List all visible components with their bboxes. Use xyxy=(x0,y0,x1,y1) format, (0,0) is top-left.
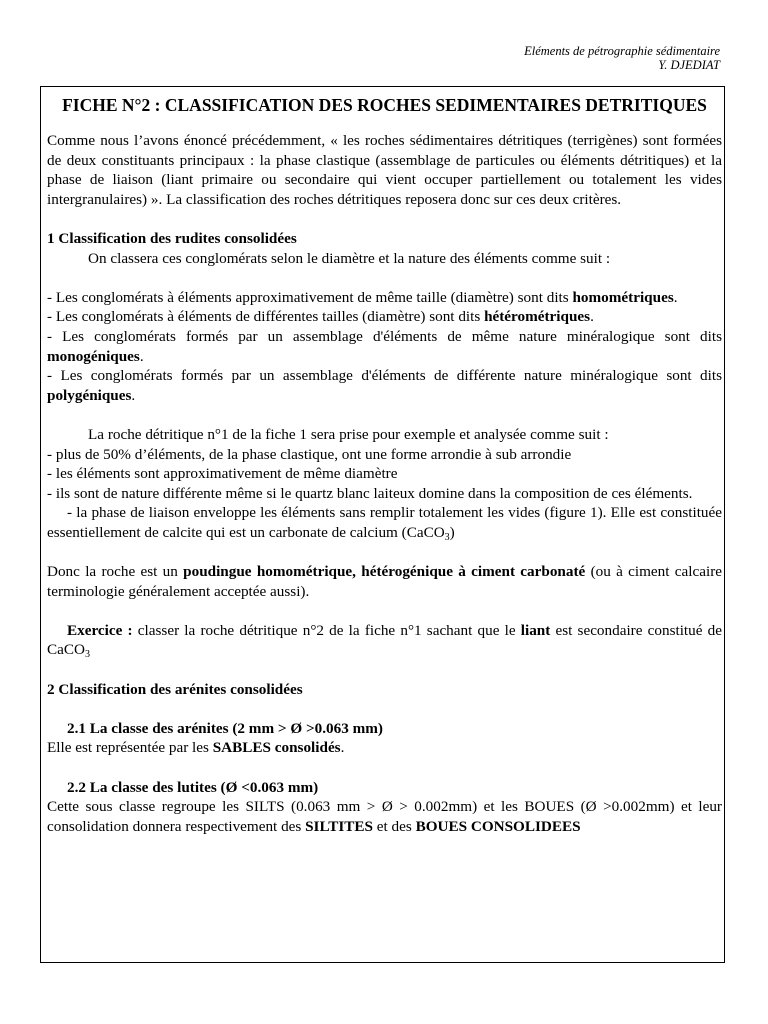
list-item: - plus de 50% d’éléments, de la phase clastique, ont une forme arrondie à sub arrondie xyxy=(47,445,572,463)
conclusion-paragraph: Donc la roche est un poudingue homométrique, hétérogénique à ciment carbonaté (ou à ciment calcaire terminologie généralement acceptée aussi). xyxy=(47,563,722,600)
section2-heading: 2 Classification des arénites consolidées xyxy=(47,680,303,698)
list-item: - Les conglomérats à éléments de différentes tailles (diamètre) sont dits hétérométriques. xyxy=(47,308,594,326)
liaison-paragraph: - la phase de liaison enveloppe les éléments sans remplir totalement les vides (figure 1). Elle est constituée essentiellement de calcite qui est un carbonate de calcium (CaCO$_3$) xyxy=(47,504,722,543)
document-body xyxy=(47,95,722,836)
list-item: - Les conglomérats formés par un assemblage d'éléments de différente nature minéralogique sont dits polygéniques. xyxy=(47,367,722,404)
subsection-2-1-heading: 2.1 La classe des arénites (2 mm > Ø >0.063 mm) xyxy=(67,719,383,737)
section1-heading: 1 Classification des rudites consolidées xyxy=(47,229,297,247)
page-title: FICHE N°2 : CLASSIFICATION DES ROCHES SEDIMENTAIRES DETRITIQUES xyxy=(62,95,707,115)
exercise-paragraph: Exercice : classer la roche détritique n°2 de la fiche n°1 sachant que le liant est secondaire constitué de CaCO$_3$ xyxy=(47,621,722,661)
subsection-2-2-text: Cette sous classe regroupe les SILTS (0.063 mm > Ø > 0.002mm) et les BOUES (Ø >0.002mm) et leur consolidation donnera respectivement des SILTITES et des BOUES CONSOLIDEES xyxy=(47,798,722,835)
list-item: - Les conglomérats à éléments approximativement de même taille (diamètre) sont dits homométriques. xyxy=(47,288,678,306)
example-lead: La roche détritique n°1 de la fiche 1 sera prise pour exemple et analysée comme suit : xyxy=(88,425,609,443)
list-item: - Les conglomérats formés par un assemblage d'éléments de même nature minéralogique sont dits monogéniques. xyxy=(47,327,722,365)
section1-lead: On classera ces conglomérats selon le diamètre et la nature des éléments comme suit : xyxy=(88,249,611,267)
page-header xyxy=(524,44,720,72)
list-item: - les éléments sont approximativement de même diamètre xyxy=(47,465,398,483)
subsection-2-2-heading: 2.2 La classe des lutites (Ø <0.063 mm) xyxy=(67,778,319,796)
intro-paragraph: Comme nous l’avons énoncé précédemment, « les roches sédimentaires détritiques (terrigènes) sont formées de deux constituants principaux : la phase clastique (assemblage de particules ou éléments détritiques) et la phase de liaison (liant primaire ou secondaire qui vient occuper partiellement ou totalement les vides intergranulaires) ». La classification des roches détritiques reposera donc sur ces deux critères. xyxy=(47,132,722,208)
subsection-2-1-text: Elle est représentée par les SABLES consolidés. xyxy=(47,739,345,757)
header-course-title: Eléments de pétrographie sédimentaire xyxy=(524,44,720,58)
header-author: Y. DJEDIAT xyxy=(658,58,720,72)
list-item: - ils sont de nature différente même si le quartz blanc laiteux domine dans la composition de ces éléments. xyxy=(47,484,693,502)
